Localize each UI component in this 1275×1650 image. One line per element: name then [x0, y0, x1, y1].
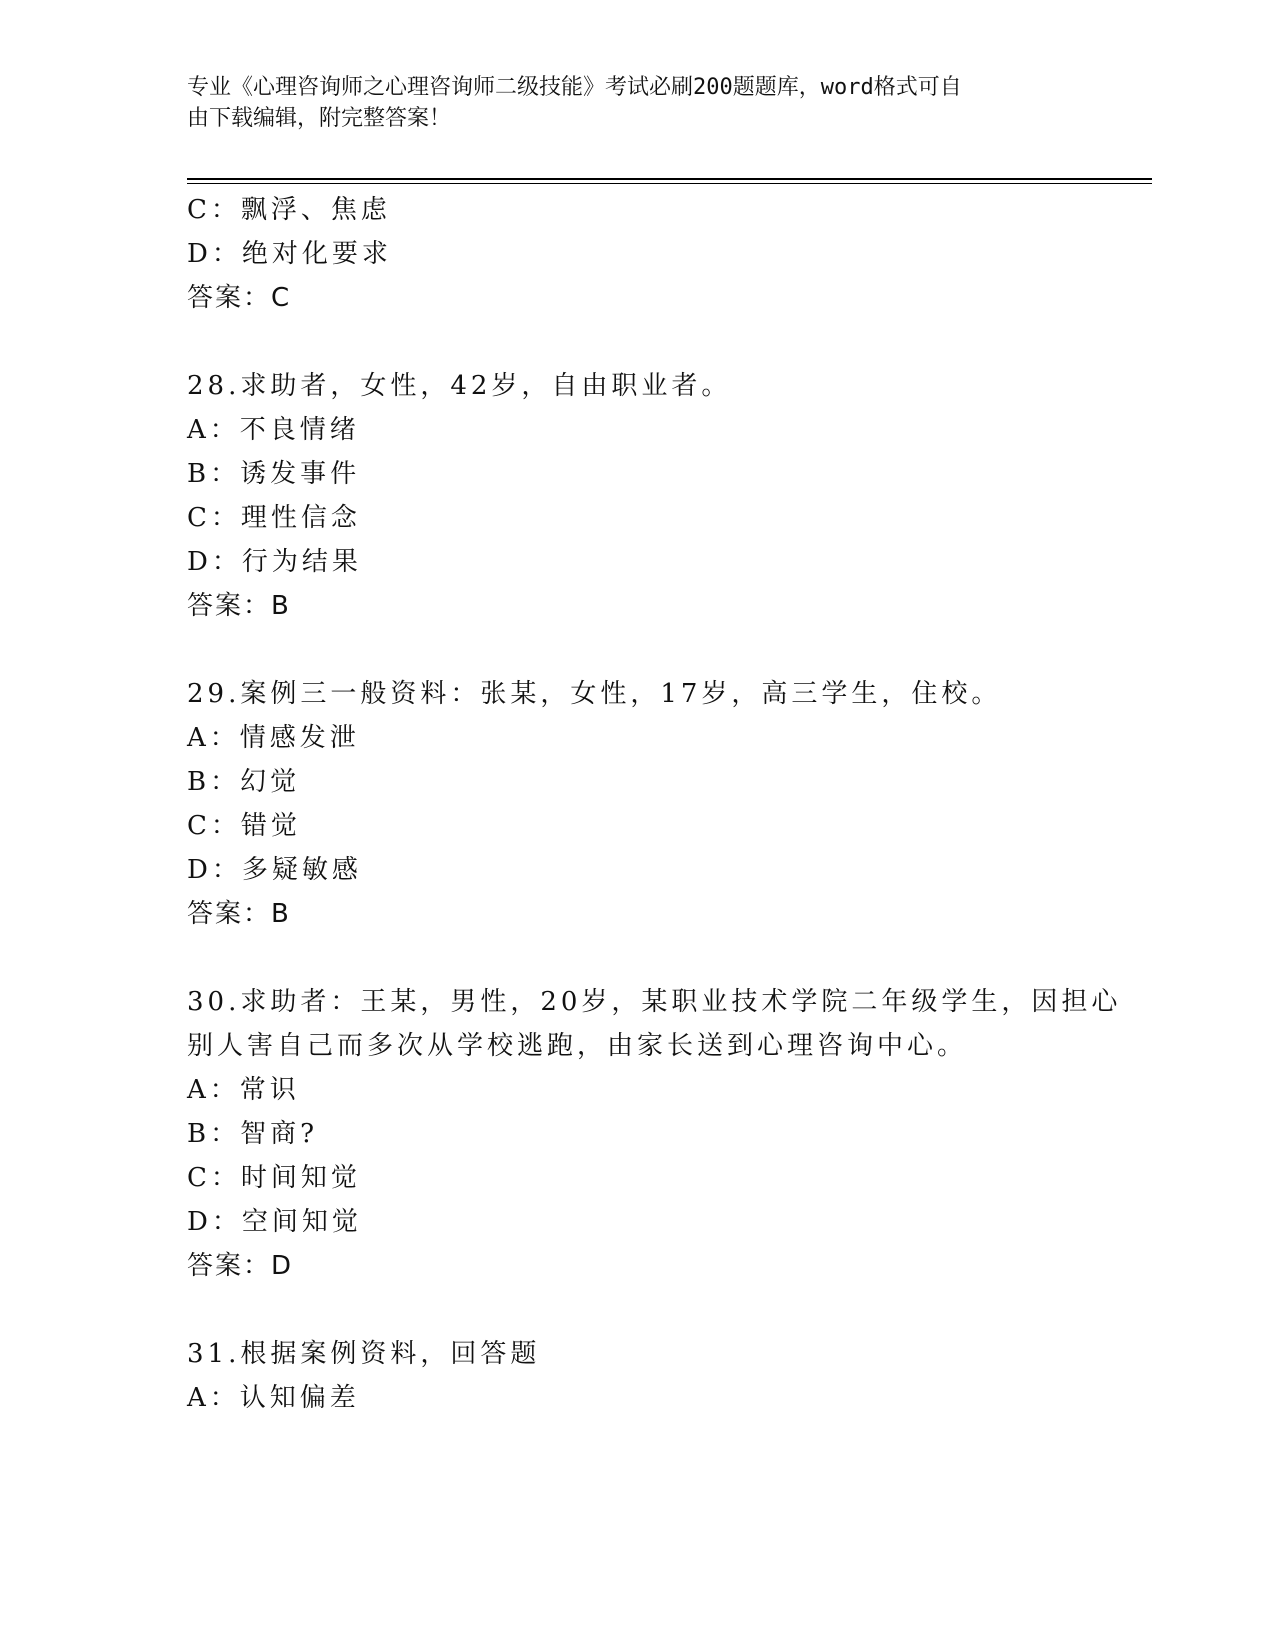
header-line-2: 由下载编辑，附完整答案！ — [187, 106, 452, 131]
q29-option-b: B：幻觉 — [187, 767, 301, 797]
q30-stem-line-1: 30.求助者：王某，男性，20岁，某职业技术学院二年级学生，因担心 — [187, 987, 1122, 1017]
header-divider-thick — [187, 178, 1152, 180]
q29-stem: 29.案例三一般资料：张某，女性，17岁，高三学生，住校。 — [187, 679, 1002, 709]
q29-option-d: D：多疑敏感 — [187, 855, 362, 885]
header-line-1: 专业《心理咨询师之心理咨询师二级技能》考试必刷200题题库，word格式可自 — [187, 75, 962, 100]
q31-option-a: A：认知偏差 — [187, 1383, 360, 1413]
q29-option-c: C：错觉 — [187, 811, 301, 841]
q29-answer: 答案：B — [187, 899, 291, 929]
q30-option-b: B：智商? — [187, 1119, 319, 1149]
q28-option-d: D：行为结果 — [187, 547, 362, 577]
q29-option-a: A：情感发泄 — [187, 723, 360, 753]
q31-stem: 31.根据案例资料，回答题 — [187, 1339, 541, 1369]
q28-option-a: A：不良情绪 — [187, 415, 360, 445]
q30-option-a: A：常识 — [187, 1075, 300, 1105]
document-header — [187, 72, 1067, 134]
q30-answer: 答案：D — [187, 1251, 294, 1281]
header-divider-thin — [187, 183, 1152, 184]
q30-option-d: D：空间知觉 — [187, 1207, 362, 1237]
q28-option-c: C：理性信念 — [187, 503, 361, 533]
q27-option-d: D：绝对化要求 — [187, 239, 392, 269]
q30-stem-line-2: 别人害自己而多次从学校逃跑，由家长送到心理咨询中心。 — [187, 1031, 968, 1061]
q28-option-b: B：诱发事件 — [187, 459, 361, 489]
q27-option-c: C：飘浮、焦虑 — [187, 195, 391, 225]
q28-answer: 答案：B — [187, 591, 291, 621]
q27-answer: 答案：C — [187, 283, 292, 313]
q28-stem: 28.求助者，女性，42岁，自由职业者。 — [187, 371, 732, 401]
q30-option-c: C：时间知觉 — [187, 1163, 361, 1193]
